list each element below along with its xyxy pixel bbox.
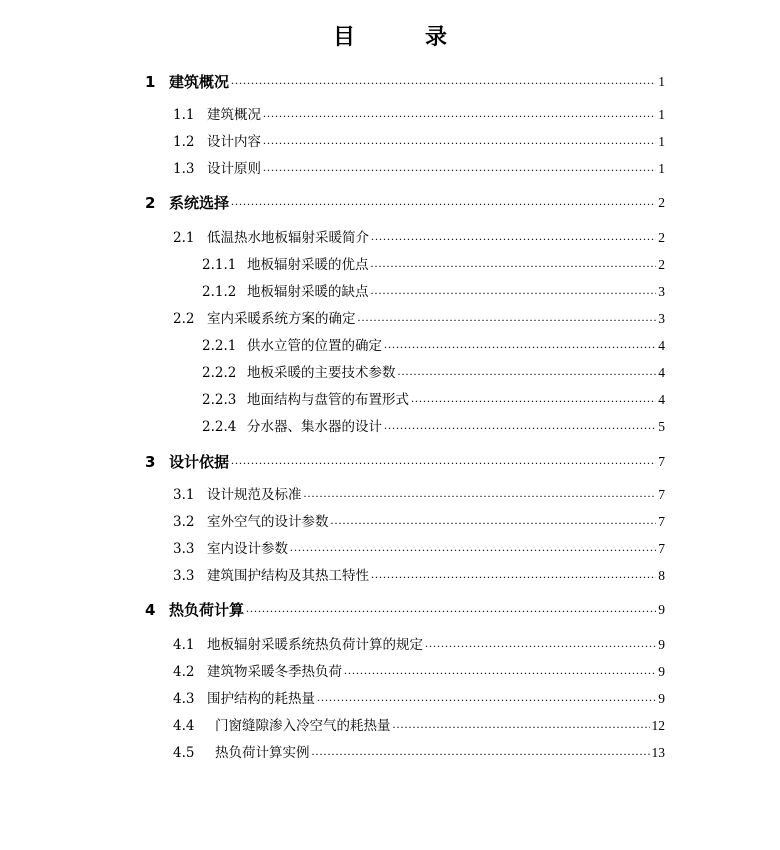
toc-entry[interactable]: [145, 69, 665, 91]
toc-entry-title: 设计规范及标准: [207, 487, 302, 503]
toc-entry-number: 2: [145, 194, 156, 212]
toc-entry-page-number: 9: [658, 637, 665, 652]
toc-entry[interactable]: [173, 713, 665, 735]
toc-entry[interactable]: [173, 129, 665, 151]
toc-entry-page-number: 2: [658, 195, 665, 210]
toc-entry[interactable]: [173, 482, 665, 504]
toc-entry-page-number: 9: [658, 602, 665, 617]
toc-entry-page-number: 1: [658, 74, 665, 89]
toc-entry-title: 热负荷计算: [169, 601, 245, 619]
toc-entry-page-number: 1: [658, 134, 665, 149]
toc-entry-title: 室内设计参数: [207, 541, 288, 557]
toc-entry-title: 供水立管的位置的确定: [247, 338, 382, 354]
toc-entry-page-number: 3: [658, 311, 665, 326]
toc-entry[interactable]: [173, 225, 665, 247]
dot-leader: [398, 362, 657, 380]
dot-leader: [371, 281, 657, 299]
toc-entry-page-number: 9: [658, 691, 665, 706]
toc-entry-number: 2.1.1: [202, 257, 237, 273]
dot-leader: [425, 634, 656, 652]
toc-entry[interactable]: [202, 387, 665, 409]
toc-entry-title: 地板辐射采暖的缺点: [247, 284, 369, 300]
dot-leader: [231, 192, 656, 210]
toc-entry[interactable]: [202, 414, 665, 436]
dot-leader: [384, 335, 656, 353]
toc-entry-page-number: 2: [658, 257, 665, 272]
toc-entry-page-number: 4: [658, 338, 665, 353]
toc-entry-number: 4.1: [173, 637, 195, 653]
toc-entry-page-number: 8: [658, 568, 665, 583]
toc-entry-title: 低温热水地板辐射采暖简介: [207, 230, 369, 246]
toc-entry-number: 1.3: [173, 161, 195, 177]
dot-leader: [371, 227, 656, 245]
dot-leader: [371, 254, 657, 272]
toc-entry-number: 1: [145, 73, 156, 91]
toc-entry-number: 4.5: [173, 745, 195, 761]
toc-entry-page-number: 1: [658, 161, 665, 176]
toc-entry-page-number: 7: [658, 454, 665, 469]
toc-entry-page-number: 7: [658, 541, 665, 556]
toc-entry-page-number: 7: [658, 514, 665, 529]
toc-entry-title: 室内采暖系统方案的确定: [207, 311, 356, 327]
toc-entry[interactable]: [173, 306, 665, 328]
toc-entry-number: 3: [145, 453, 156, 471]
page-title: 目 录: [332, 25, 471, 50]
toc-entry-page-number: 7: [658, 487, 665, 502]
toc-entry-page-number: 3: [658, 284, 665, 299]
toc-entry-title: 门窗缝隙渗入冷空气的耗热量: [215, 718, 391, 734]
toc-entry-title: 地面结构与盘管的布置形式: [247, 392, 409, 408]
toc-entry[interactable]: [173, 740, 665, 762]
toc-entry-title: 设计内容: [207, 134, 261, 150]
toc-entry-page-number: 9: [658, 664, 665, 679]
toc-entry-number: 3.3: [173, 541, 195, 557]
toc-entry-number: 2.2: [173, 311, 195, 327]
toc-entry-number: 3.2: [173, 514, 195, 530]
toc-entry[interactable]: [173, 563, 665, 585]
toc-entry-title: 建筑物采暖冬季热负荷: [207, 664, 342, 680]
dot-leader: [317, 688, 656, 706]
dot-leader: [231, 71, 656, 89]
toc-entry[interactable]: [173, 659, 665, 681]
toc-entry-number: 2.2.4: [202, 419, 237, 435]
dot-leader: [344, 661, 656, 679]
toc-entry-page-number: 4: [658, 365, 665, 380]
dot-leader: [393, 715, 650, 733]
toc-entry-number: 4.4: [173, 718, 195, 734]
toc-entry[interactable]: [173, 536, 665, 558]
toc-entry-title: 建筑概况: [207, 107, 261, 123]
toc-entry-page-number: 5: [658, 419, 665, 434]
toc-entry-title: 设计依据: [169, 453, 230, 471]
toc-entry-page-number: 12: [651, 718, 665, 733]
toc-entry-title: 设计原则: [207, 161, 261, 177]
toc-entry[interactable]: [202, 333, 665, 355]
toc-entry-page-number: 13: [651, 745, 665, 760]
toc-entry[interactable]: [202, 252, 665, 274]
toc-entry-title: 分水器、集水器的设计: [247, 419, 382, 435]
toc-entry[interactable]: [173, 156, 665, 178]
toc-entry-page-number: 4: [658, 392, 665, 407]
dot-leader: [384, 416, 656, 434]
toc-entry[interactable]: [145, 449, 665, 471]
toc-entry[interactable]: [173, 632, 665, 654]
toc-entry-title: 建筑概况: [169, 73, 230, 91]
toc-entry-title: 地板辐射采暖的优点: [247, 257, 369, 273]
dot-leader: [411, 389, 656, 407]
dot-leader: [263, 104, 656, 122]
toc-entry-title: 地板辐射采暖系统热负荷计算的规定: [207, 637, 423, 653]
toc-entry-title: 室外空气的设计参数: [207, 514, 329, 530]
toc-entry-number: 2.2.2: [202, 365, 237, 381]
dot-leader: [231, 451, 656, 469]
dot-leader: [358, 308, 657, 326]
toc-entry-number: 1.1: [173, 107, 195, 123]
toc-entry-number: 2.1: [173, 230, 195, 246]
toc-entry-number: 4: [145, 601, 156, 619]
toc-entry-page-number: 1: [658, 107, 665, 122]
dot-leader: [331, 511, 657, 529]
toc-entry-title: 建筑围护结构及其热工特性: [207, 568, 369, 584]
toc-entry-number: 3.1: [173, 487, 195, 503]
toc-entry-number: 3.3: [173, 568, 195, 584]
dot-leader: [246, 599, 656, 617]
toc-entry[interactable]: [145, 190, 665, 212]
toc-entry-title: 系统选择: [169, 194, 230, 212]
toc-entry-title: 围护结构的耗热量: [207, 691, 315, 707]
toc-entry[interactable]: [145, 597, 665, 619]
toc-entry-number: 2.2.3: [202, 392, 237, 408]
toc-entry[interactable]: [173, 509, 665, 531]
toc-entry-number: 2.1.2: [202, 284, 237, 300]
toc-entry[interactable]: [173, 102, 665, 124]
toc-entry-title: 热负荷计算实例: [215, 745, 310, 761]
dot-leader: [371, 565, 656, 583]
toc-entry[interactable]: [202, 360, 665, 382]
toc-entry-number: 4.2: [173, 664, 195, 680]
dot-leader: [263, 131, 656, 149]
toc-entry-page-number: 2: [658, 230, 665, 245]
toc-entry-title: 地板采暖的主要技术参数: [247, 365, 396, 381]
toc-entry[interactable]: [202, 279, 665, 301]
toc-entry-number: 1.2: [173, 134, 195, 150]
dot-leader: [263, 158, 656, 176]
toc-entry-number: 4.3: [173, 691, 195, 707]
dot-leader: [290, 538, 656, 556]
toc-entry[interactable]: [173, 686, 665, 708]
toc-entry-number: 2.2.1: [202, 338, 237, 354]
dot-leader: [312, 742, 650, 760]
dot-leader: [304, 484, 657, 502]
